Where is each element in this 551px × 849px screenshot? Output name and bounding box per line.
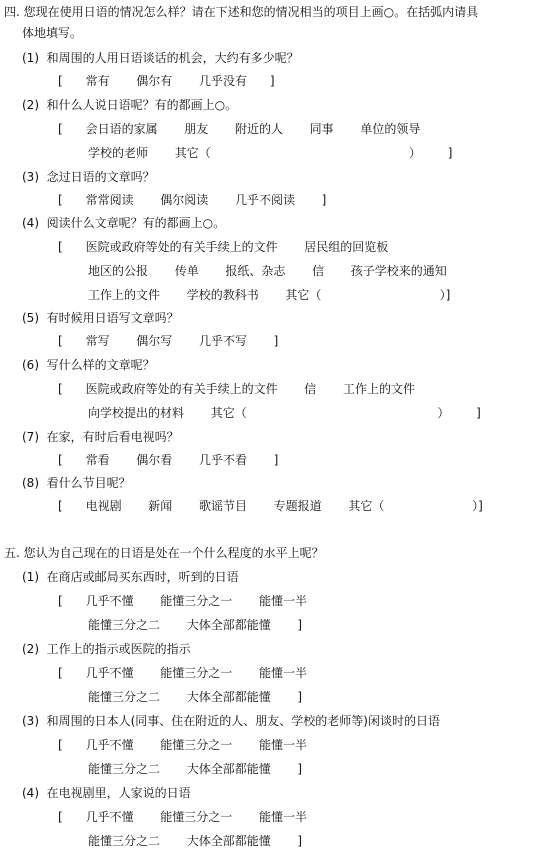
text-line-20: (8) 看什么节目呢？: [22, 476, 131, 490]
text-line-31: 能懂三分之二 大体全部都能懂 ]: [88, 762, 303, 776]
text-line-18: (7) 在家，有时后看电视吗？: [22, 430, 179, 444]
text-line-32: (4) 在电视剧里，人家说的日语: [22, 786, 191, 800]
text-line-19: [ 常看 偶尔看 几乎不看 ]: [58, 453, 279, 467]
text-line-5: [ 会日语的家属 朋友 附近的人 同事 单位的领导: [58, 122, 421, 136]
text-line-27: [ 几乎不懂 能懂三分之一 能懂一半: [58, 666, 307, 680]
text-line-29: (3) 和周围的日本人(同事、住在附近的人、朋友、学校的老师等)闲谈时的日语: [22, 714, 440, 728]
text-line-22: 五. 您认为自己现在的日语是处在一个什么程度的水平上呢？: [4, 546, 324, 560]
text-line-30: [ 几乎不懂 能懂三分之一 能懂一半: [58, 738, 307, 752]
text-line-21: [ 电视剧 新闻 歌谣节目 专题报道 其它（ ）]: [58, 499, 483, 513]
text-line-26: (2) 工作上的指示或医院的指示: [22, 642, 191, 656]
text-line-6: 学校的老师 其它（ ） ]: [88, 146, 453, 160]
text-line-11: 地区的公报 传单 报纸、杂志 信 孩子学校来的通知: [88, 264, 447, 278]
text-line-16: [ 医院或政府等处的有关手续上的文件 信 工作上的文件: [58, 382, 415, 396]
text-line-33: [ 几乎不懂 能懂三分之一 能懂一半: [58, 810, 307, 824]
text-line-8: [ 常常阅读 偶尔阅读 几乎不阅读 ]: [58, 193, 327, 207]
text-line-7: (3) 念过日语的文章吗？: [22, 170, 155, 184]
text-line-34: 能懂三分之二 大体全部都能懂 ]: [88, 834, 303, 848]
text-line-0: 四. 您现在使用日语的情况怎么样？请在下述和您的情况相当的项目上画○。在括弧内请具: [4, 5, 479, 19]
text-line-9: (4) 阅读什么文章呢？有的都画上○。: [22, 216, 226, 230]
text-line-24: [ 几乎不懂 能懂三分之一 能懂一半: [58, 594, 307, 608]
text-line-28: 能懂三分之二 大体全部都能懂 ]: [88, 690, 303, 704]
text-line-3: [ 常有 偶尔有 几乎没有 ]: [58, 74, 275, 88]
text-line-1: 体地填写。: [22, 26, 83, 40]
text-line-12: 工作上的文件 学校的教科书 其它（ ）]: [88, 288, 451, 302]
text-line-15: (6) 写什么样的文章呢？: [22, 358, 155, 372]
text-line-4: (2) 和什么人说日语呢？有的都画上○。: [22, 98, 238, 112]
text-line-17: 向学校提出的材料 其它（ ） ]: [88, 406, 481, 420]
text-line-14: [ 常写 偶尔写 几乎不写 ]: [58, 334, 279, 348]
text-line-23: (1) 在商店或邮局买东西时，听到的日语: [22, 570, 239, 584]
text-line-10: [ 医院或政府等处的有关手续上的文件 居民组的回览板: [58, 240, 389, 254]
text-line-2: (1) 和周围的人用日语谈话的机会，大约有多少呢？: [22, 51, 299, 65]
text-line-25: 能懂三分之二 大体全部都能懂 ]: [88, 618, 303, 632]
text-line-13: (5) 有时候用日语写文章吗？: [22, 311, 179, 325]
